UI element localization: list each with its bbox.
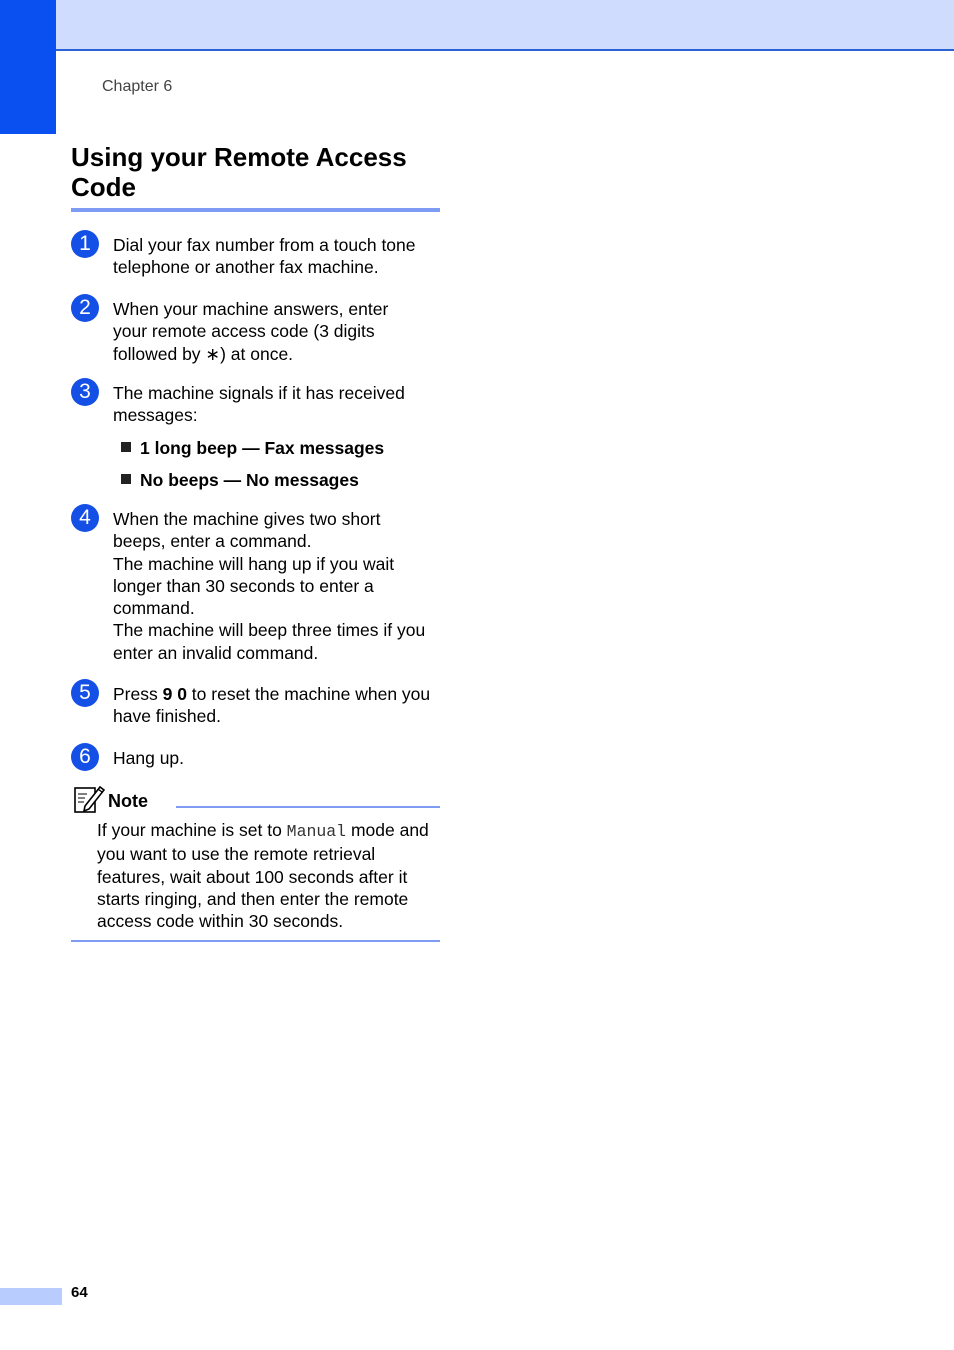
footer-bar — [0, 1288, 62, 1305]
step-number-badge: 1 — [71, 230, 99, 258]
step-number-badge: 4 — [71, 504, 99, 532]
step-text: Hang up. — [113, 748, 185, 768]
step-text: Dial your fax number from a touch tone telephone or another fax machine. — [113, 235, 416, 278]
step-text: The machine signals if it has received messages: — [113, 383, 405, 426]
step-number-badge: 6 — [71, 743, 99, 771]
bullet-text: No beeps — No messages — [140, 470, 359, 490]
note-bottom-rule — [71, 940, 440, 942]
chapter-label: Chapter 6 — [102, 78, 173, 95]
chapter-tab — [0, 0, 56, 134]
bullet-item — [121, 469, 359, 491]
step-text-part: Press — [113, 684, 163, 704]
square-bullet-icon — [121, 442, 131, 452]
square-bullet-icon — [121, 474, 131, 484]
step-text: When your machine answers, enter your remote access code (3 digits followed by ∗) at once. — [113, 299, 389, 364]
page-number: 64 — [71, 1284, 88, 1301]
section-title: Using your Remote Access Code — [71, 142, 407, 202]
mode-value: Manual — [286, 822, 347, 841]
note-text: mode and you want to use the remote retrieval features, wait about 100 seconds after it starts ringing, and then enter the remote access code within 30 seconds. — [97, 820, 429, 932]
note-body — [97, 819, 442, 932]
step-text: When the machine gives two short beeps, enter a command. The machine will hang up if you wait longer than 30 seconds to enter a command. The machine will beep three times if you enter an invalid command. — [113, 509, 426, 663]
note-top-rule — [176, 806, 440, 808]
key-sequence: 9 0 — [162, 684, 187, 704]
bullet-item — [121, 437, 384, 459]
step-text — [113, 683, 443, 728]
step-text-part: to reset the machine when you have finished. — [113, 684, 431, 727]
title-underline — [71, 208, 440, 212]
step-number-badge: 3 — [71, 378, 99, 406]
bullet-text: 1 long beep — Fax messages — [140, 438, 385, 458]
note-label: Note — [108, 791, 148, 811]
header-band — [56, 0, 954, 51]
step-number-badge: 5 — [71, 679, 99, 707]
step-number-badge: 2 — [71, 294, 99, 322]
note-pencil-icon — [73, 784, 105, 814]
note-text: If your machine is set to — [97, 820, 287, 840]
